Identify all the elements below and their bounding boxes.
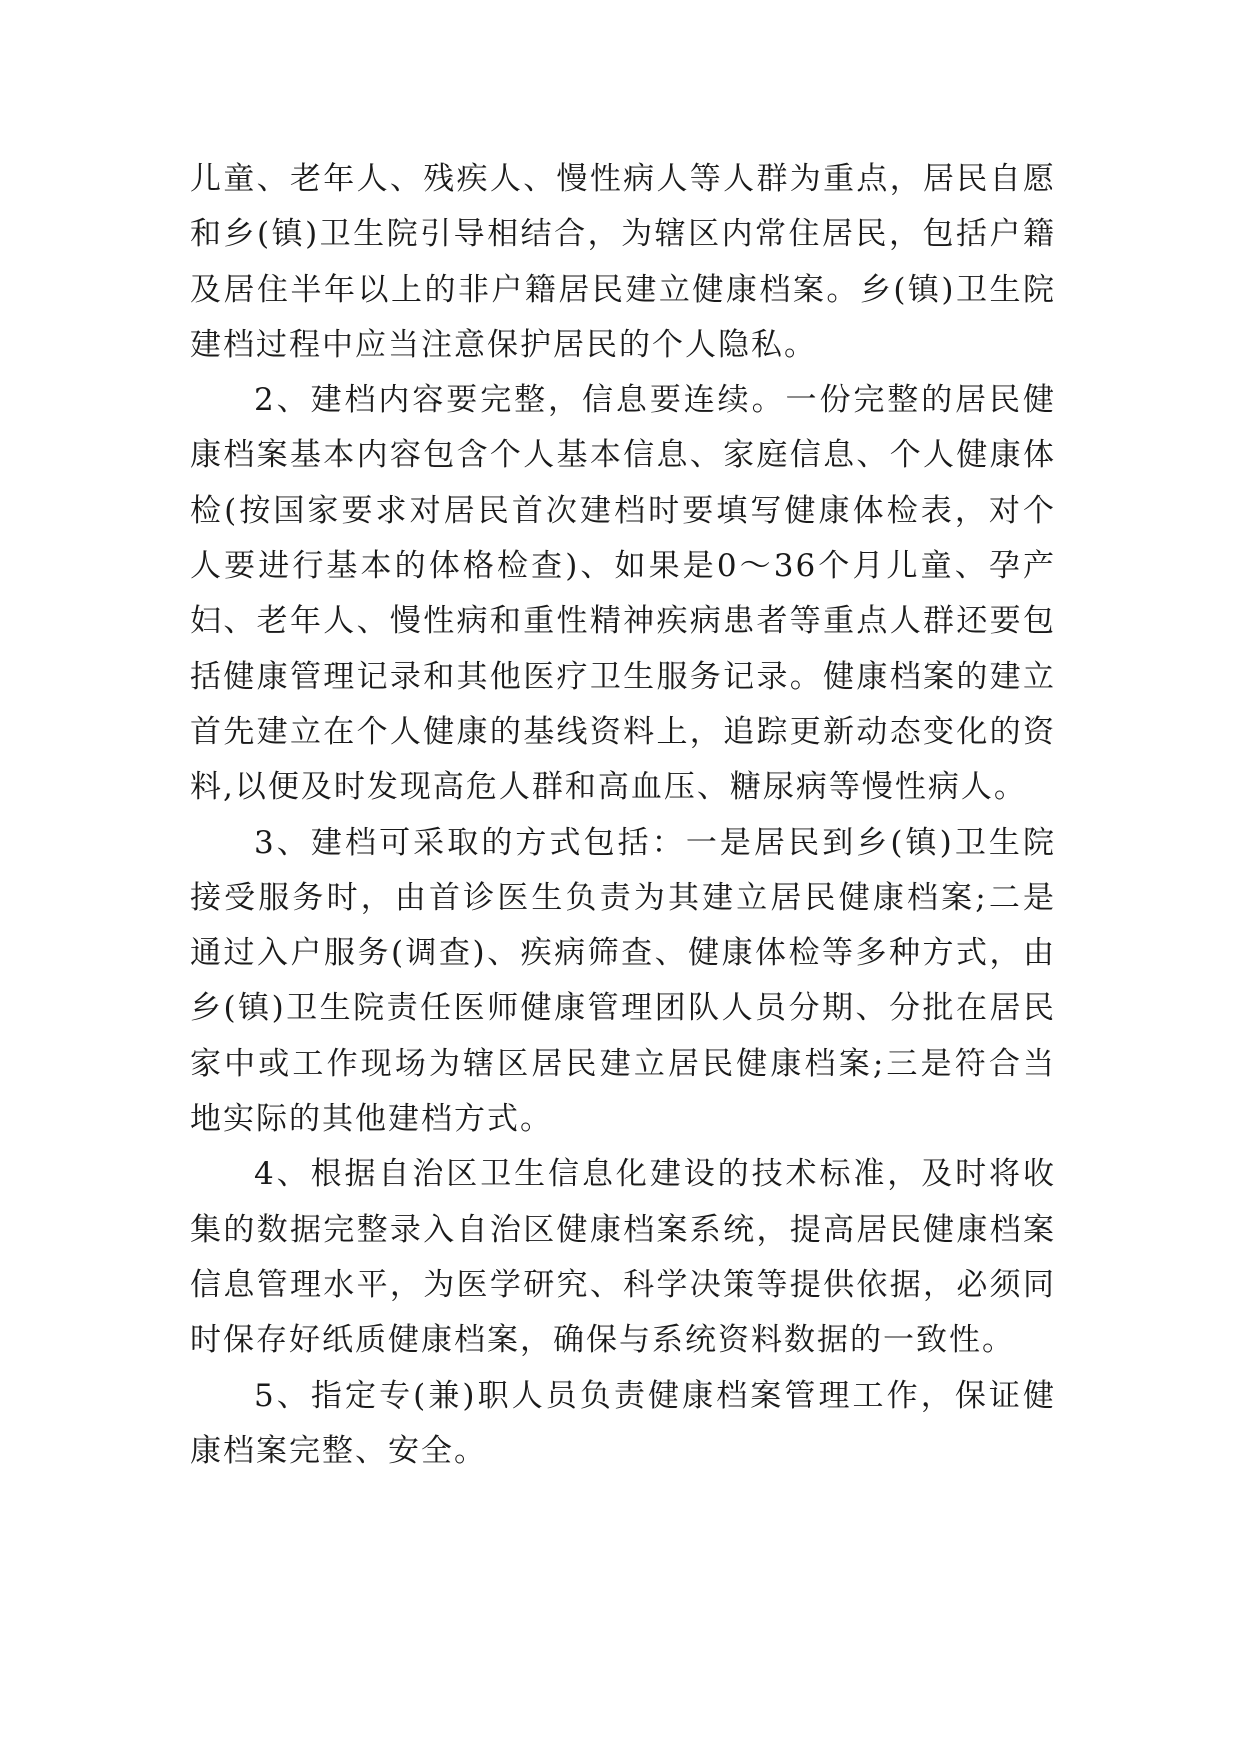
paragraph-item-4: 4、根据自治区卫生信息化建设的技术标准，及时将收集的数据完整录入自治区健康档案系统，提高居民健康档案信息管理水平，为医学研究、科学决策等提供依据，必须同时保存好纸质健康档案，确保与系统资料数据的一致性。 [190,1156,1056,1359]
document-body [190,152,1056,1479]
paragraph-item-5: 5、指定专(兼)职人员负责健康档案管理工作，保证健康档案完整、安全。 [190,1377,1056,1469]
paragraph-item-3: 3、建档可采取的方式包括：一是居民到乡(镇)卫生院接受服务时，由首诊医生负责为其建立居民健康档案;二是通过入户服务(调查)、疾病筛查、健康体检等多种方式，由乡(镇)卫生院责任医师健康管理团队人员分期、分批在居民家中或工作现场为辖区居民建立居民健康档案;三是符合当地实际的其他建档方式。 [190,824,1056,1138]
paragraph-continuation: 儿童、老年人、残疾人、慢性病人等人群为重点，居民自愿和乡(镇)卫生院引导相结合，为辖区内常住居民，包括户籍及居住半年以上的非户籍居民建立健康档案。乡(镇)卫生院建档过程中应当注意保护居民的个人隐私。 [190,161,1056,363]
paragraph-item-2: 2、建档内容要完整，信息要连续。一份完整的居民健康档案基本内容包含个人基本信息、家庭信息、个人健康体检(按国家要求对居民首次建档时要填写健康体检表，对个人要进行基本的体格检查)、如果是0～36个月儿童、孕产妇、老年人、慢性病和重性精神疾病患者等重点人群还要包括健康管理记录和其他医疗卫生服务记录。健康档案的建立首先建立在个人健康的基线资料上，追踪更新动态变化的资料,以便及时发现高危人群和高血压、糖尿病等慢性病人。 [190,382,1056,806]
